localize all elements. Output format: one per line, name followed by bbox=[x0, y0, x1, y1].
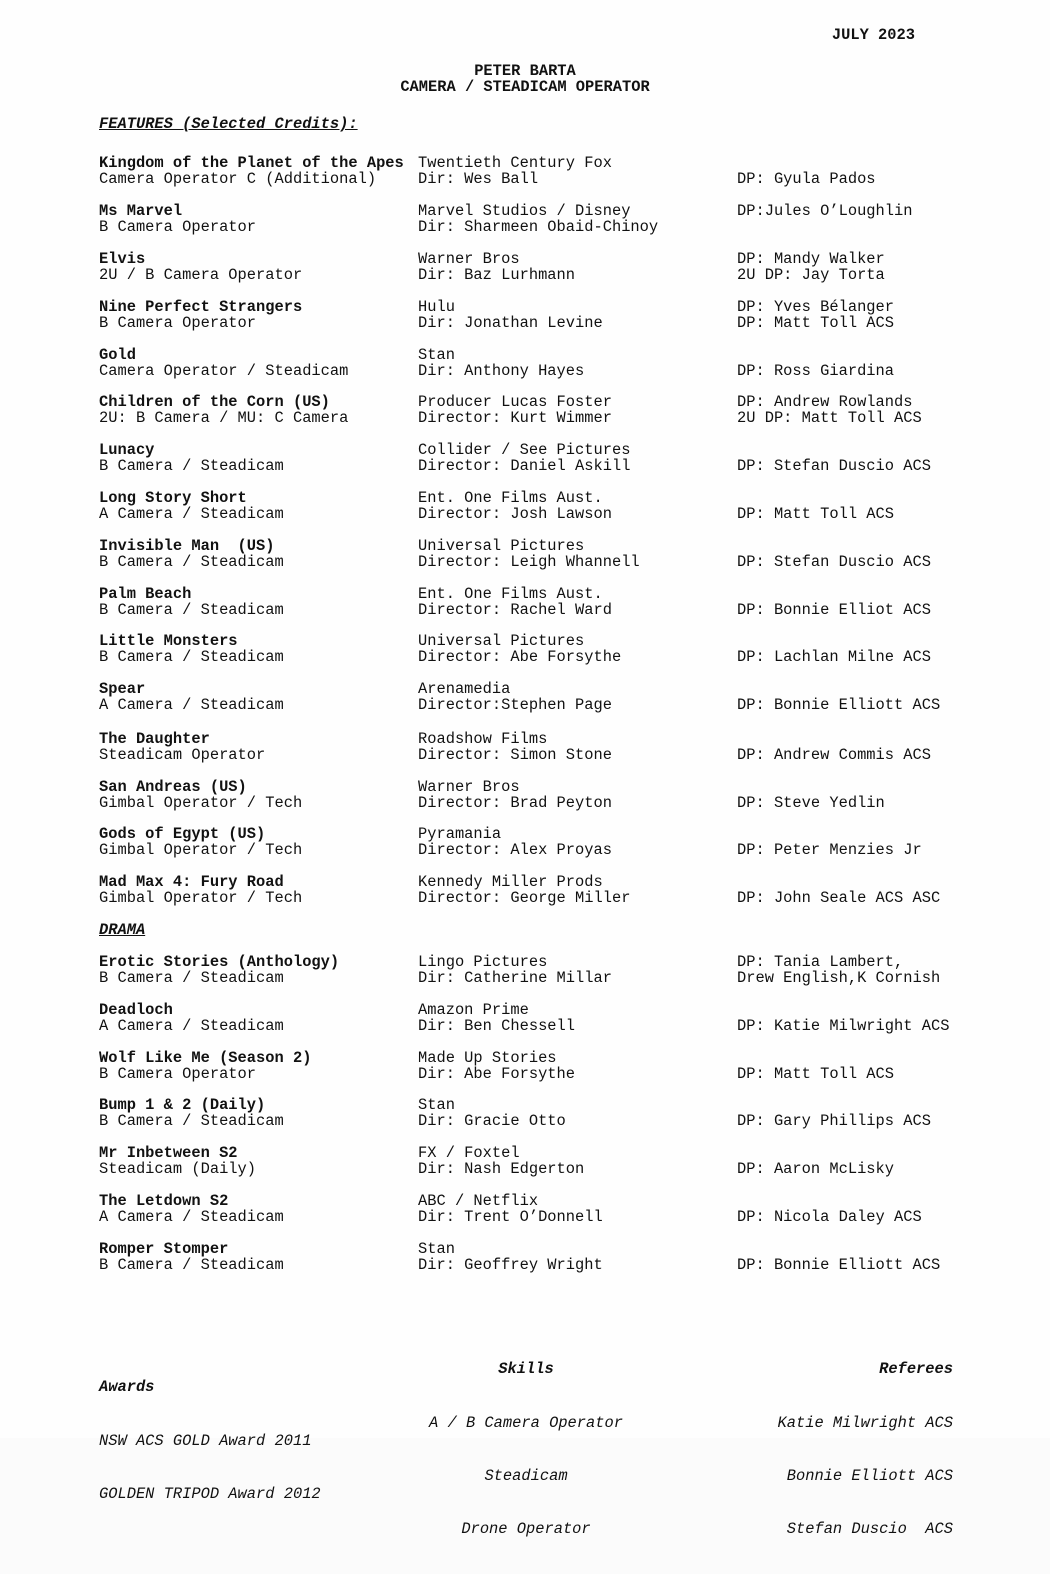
credit-position: B Camera / Steadicam bbox=[99, 601, 284, 619]
credit-title: Romper Stomper bbox=[99, 1240, 229, 1258]
credit-director: Director: George Miller bbox=[418, 889, 631, 907]
credit-entry bbox=[99, 203, 999, 235]
credit-column bbox=[99, 731, 265, 763]
credit-director: Dir: Trent O’Donnell bbox=[418, 1208, 603, 1226]
credit-company: Amazon Prime bbox=[418, 1001, 529, 1019]
credit-column bbox=[737, 779, 885, 811]
credit-column bbox=[737, 826, 922, 858]
credit-dp: DP: Steve Yedlin bbox=[737, 794, 885, 812]
credit-director: Dir: Ben Chessell bbox=[418, 1017, 576, 1035]
credit-column bbox=[737, 1002, 949, 1034]
credit-dp: DP: Lachlan Milne ACS bbox=[737, 648, 931, 666]
credit-column bbox=[99, 1145, 256, 1177]
credit-column bbox=[737, 1241, 940, 1273]
credit-column bbox=[418, 538, 640, 570]
credit-column bbox=[737, 251, 885, 283]
credit-dp: DP: Aaron McLisky bbox=[737, 1160, 895, 1178]
awards-heading: Awards bbox=[99, 1378, 155, 1397]
credit-director: Director: Rachel Ward bbox=[418, 601, 612, 619]
credit-entry bbox=[99, 155, 999, 187]
credit-dp: 2U DP: Jay Torta bbox=[737, 266, 885, 284]
credit-director: Dir: Baz Lurhmann bbox=[418, 266, 576, 284]
credit-title: Kingdom of the Planet of the Apes bbox=[99, 154, 404, 172]
credit-director: Dir: Abe Forsythe bbox=[418, 1065, 576, 1083]
credit-company: Pyramania bbox=[418, 825, 502, 843]
referee-item: Stefan Duscio ACS bbox=[786, 1519, 953, 1538]
skills-heading: Skills bbox=[498, 1360, 554, 1379]
credit-director: Director:Stephen Page bbox=[418, 696, 612, 714]
credit-column bbox=[99, 347, 348, 379]
credit-director: Dir: Gracie Otto bbox=[418, 1112, 566, 1130]
credit-company: Warner Bros bbox=[418, 250, 520, 268]
credit-column bbox=[737, 1145, 894, 1177]
credit-dp: DP: Matt Toll ACS bbox=[737, 505, 895, 523]
credit-director: Director: Simon Stone bbox=[418, 746, 612, 764]
credit-company: Hulu bbox=[418, 298, 455, 316]
credit-position: B Camera / Steadicam bbox=[99, 553, 284, 571]
credit-column bbox=[99, 779, 302, 811]
credit-director: Director: Daniel Askill bbox=[418, 457, 631, 475]
credit-entry bbox=[99, 1097, 999, 1129]
credit-column bbox=[737, 347, 894, 379]
credit-entry bbox=[99, 299, 999, 331]
credit-company: Made Up Stories bbox=[418, 1049, 557, 1067]
credit-title: Gods of Egypt (US) bbox=[99, 825, 266, 843]
person-name: PETER BARTA bbox=[474, 62, 576, 80]
credit-dp: DP: Matt Toll ACS bbox=[737, 1065, 895, 1083]
credit-column bbox=[418, 731, 612, 763]
credit-dp bbox=[737, 347, 894, 363]
resume-header bbox=[0, 63, 1050, 95]
credit-director: Dir: Catherine Millar bbox=[418, 969, 612, 987]
credit-position: A Camera / Steadicam bbox=[99, 696, 284, 714]
credit-column bbox=[418, 1145, 584, 1177]
credit-director: Dir: Sharmeen Obaid-Chinoy bbox=[418, 218, 659, 236]
credit-column bbox=[99, 490, 284, 522]
credit-entry bbox=[99, 1193, 999, 1225]
credit-position: Gimbal Operator / Tech bbox=[99, 794, 303, 812]
award-item: NSW ACS GOLD Award 2011 bbox=[99, 1431, 312, 1450]
credit-position: Gimbal Operator / Tech bbox=[99, 841, 303, 859]
credit-dp bbox=[737, 731, 931, 747]
credit-column bbox=[737, 442, 931, 474]
credit-position: Gimbal Operator / Tech bbox=[99, 889, 303, 907]
credit-director: Director: Leigh Whannell bbox=[418, 553, 640, 571]
credit-title: San Andreas (US) bbox=[99, 778, 247, 796]
credit-entry bbox=[99, 779, 999, 811]
credit-dp: DP: Yves Bélanger bbox=[737, 298, 895, 316]
credit-position: B Camera / Steadicam bbox=[99, 1112, 284, 1130]
credit-dp: DP: Stefan Duscio ACS bbox=[737, 457, 931, 475]
document-date: JULY 2023 bbox=[831, 26, 915, 44]
referee-item: Bonnie Elliott ACS bbox=[786, 1466, 953, 1485]
credit-column bbox=[737, 633, 931, 665]
credit-title: Mad Max 4: Fury Road bbox=[99, 873, 284, 891]
credit-column bbox=[99, 1002, 284, 1034]
credit-title: Palm Beach bbox=[99, 585, 192, 603]
credit-column bbox=[418, 826, 612, 858]
credit-column bbox=[737, 490, 894, 522]
credit-director: Director: Kurt Wimmer bbox=[418, 409, 612, 427]
credit-director: Director: Alex Proyas bbox=[418, 841, 612, 859]
credit-company: Collider / See Pictures bbox=[418, 441, 631, 459]
credit-title: Gold bbox=[99, 346, 136, 364]
credit-director: Dir: Wes Ball bbox=[418, 170, 539, 188]
credit-company: Stan bbox=[418, 1240, 455, 1258]
credit-dp bbox=[737, 538, 931, 554]
credit-company: Arenamedia bbox=[418, 680, 511, 698]
referees-heading: Referees bbox=[879, 1360, 953, 1379]
credit-column bbox=[418, 394, 612, 426]
credit-dp: DP: Peter Menzies Jr bbox=[737, 841, 922, 859]
credit-column bbox=[418, 251, 575, 283]
credit-title: Deadloch bbox=[99, 1001, 173, 1019]
credit-dp: DP: Bonnie Elliott ACS bbox=[737, 696, 941, 714]
credit-director: Director: Josh Lawson bbox=[418, 505, 612, 523]
credit-director: Dir: Geoffrey Wright bbox=[418, 1256, 603, 1274]
credit-title: Lunacy bbox=[99, 441, 155, 459]
credit-column bbox=[99, 954, 339, 986]
credit-column bbox=[418, 1241, 603, 1273]
credit-position: Steadicam (Daily) bbox=[99, 1160, 257, 1178]
credit-column bbox=[418, 779, 612, 811]
credit-dp: DP: Gary Phillips ACS bbox=[737, 1112, 931, 1130]
credit-position: B Camera / Steadicam bbox=[99, 969, 284, 987]
credit-title: Ms Marvel bbox=[99, 202, 183, 220]
credit-column bbox=[99, 826, 302, 858]
skill-item: A / B Camera Operator bbox=[429, 1413, 623, 1432]
credit-column bbox=[418, 681, 612, 713]
credit-column bbox=[418, 1193, 603, 1225]
features-heading: FEATURES (Selected Credits): bbox=[99, 115, 358, 133]
credit-dp bbox=[737, 1193, 922, 1209]
credit-entry bbox=[99, 1050, 999, 1082]
credit-dp bbox=[737, 681, 940, 697]
credit-position: A Camera / Steadicam bbox=[99, 1017, 284, 1035]
credit-dp bbox=[737, 1241, 940, 1257]
credit-column bbox=[418, 299, 603, 331]
credit-entry bbox=[99, 681, 999, 713]
credit-column bbox=[418, 203, 658, 235]
credit-company: Ent. One Films Aust. bbox=[418, 489, 603, 507]
credit-position: 2U: B Camera / MU: C Camera bbox=[99, 409, 349, 427]
credit-column bbox=[99, 1097, 284, 1129]
credit-company: Stan bbox=[418, 346, 455, 364]
credit-dp bbox=[737, 442, 931, 458]
credit-title: Nine Perfect Strangers bbox=[99, 298, 303, 316]
credit-company: Lingo Pictures bbox=[418, 953, 548, 971]
credit-position: A Camera / Steadicam bbox=[99, 1208, 284, 1226]
credit-column bbox=[99, 586, 284, 618]
drama-heading: DRAMA bbox=[99, 921, 146, 939]
credit-entry bbox=[99, 1241, 999, 1273]
credit-position: B Camera Operator bbox=[99, 314, 257, 332]
credit-column bbox=[99, 442, 284, 474]
credit-entry bbox=[99, 1002, 999, 1034]
credit-company: ABC / Netflix bbox=[418, 1192, 539, 1210]
credit-column bbox=[737, 203, 912, 235]
credit-dp bbox=[737, 826, 922, 842]
credit-column bbox=[418, 490, 612, 522]
referee-item: Katie Milwright ACS bbox=[777, 1413, 953, 1432]
credit-dp bbox=[737, 1097, 931, 1113]
credit-title: Mr Inbetween S2 bbox=[99, 1144, 238, 1162]
credit-director: Dir: Anthony Hayes bbox=[418, 362, 585, 380]
credit-dp: DP: Andrew Rowlands bbox=[737, 393, 913, 411]
credit-title: Erotic Stories (Anthology) bbox=[99, 953, 340, 971]
credit-company: Stan bbox=[418, 1096, 455, 1114]
credit-entry bbox=[99, 538, 999, 570]
credit-dp bbox=[737, 490, 894, 506]
credit-title: Spear bbox=[99, 680, 146, 698]
credit-company: Twentieth Century Fox bbox=[418, 154, 612, 172]
credit-column bbox=[99, 1193, 284, 1225]
credit-column bbox=[418, 1097, 566, 1129]
credit-director: Director: Brad Peyton bbox=[418, 794, 612, 812]
credit-dp: DP: Andrew Commis ACS bbox=[737, 746, 931, 764]
credit-dp: DP: Mandy Walker bbox=[737, 250, 885, 268]
credit-column bbox=[737, 731, 931, 763]
credit-position: B Camera Operator bbox=[99, 1065, 257, 1083]
credit-column bbox=[737, 954, 940, 986]
credit-column bbox=[737, 681, 940, 713]
credit-entry bbox=[99, 347, 999, 379]
credit-entry bbox=[99, 633, 999, 665]
person-role: CAMERA / STEADICAM OPERATOR bbox=[400, 78, 650, 96]
credit-dp: DP: Bonnie Elliot ACS bbox=[737, 601, 931, 619]
credit-column bbox=[99, 299, 302, 331]
credit-column bbox=[418, 633, 621, 665]
credit-column bbox=[418, 874, 630, 906]
credit-column bbox=[737, 1050, 894, 1082]
credit-dp: DP: Tania Lambert, bbox=[737, 953, 904, 971]
credit-position: Camera Operator / Steadicam bbox=[99, 362, 349, 380]
credit-company: Warner Bros bbox=[418, 778, 520, 796]
credit-column bbox=[99, 1241, 284, 1273]
credit-position: B Camera Operator bbox=[99, 218, 257, 236]
credit-column bbox=[418, 954, 612, 986]
credit-column bbox=[99, 538, 284, 570]
credit-column bbox=[418, 586, 612, 618]
referees-section bbox=[778, 1326, 953, 1574]
credit-position: B Camera / Steadicam bbox=[99, 457, 284, 475]
credit-column bbox=[418, 155, 612, 187]
credit-entry bbox=[99, 826, 999, 858]
credit-column bbox=[737, 299, 894, 331]
credit-title: The Letdown S2 bbox=[99, 1192, 229, 1210]
credit-entry bbox=[99, 251, 999, 283]
credit-entry bbox=[99, 1145, 999, 1177]
credit-column bbox=[99, 633, 284, 665]
credit-column bbox=[418, 442, 630, 474]
credit-position: Steadicam Operator bbox=[99, 746, 266, 764]
credit-title: Invisible Man (US) bbox=[99, 537, 275, 555]
credit-column bbox=[99, 394, 348, 426]
credit-title: The Daughter bbox=[99, 730, 210, 748]
credit-entry bbox=[99, 394, 999, 426]
credit-title: Long Story Short bbox=[99, 489, 247, 507]
credit-director: Dir: Nash Edgerton bbox=[418, 1160, 585, 1178]
credit-entry bbox=[99, 490, 999, 522]
credit-dp: DP: Stefan Duscio ACS bbox=[737, 553, 931, 571]
credit-column bbox=[737, 874, 940, 906]
credit-entry bbox=[99, 874, 999, 906]
credit-entry bbox=[99, 954, 999, 986]
credit-column bbox=[737, 538, 931, 570]
credit-dp: DP:Jules O’Loughlin bbox=[737, 202, 913, 220]
credit-company: Universal Pictures bbox=[418, 537, 585, 555]
skill-item: Steadicam bbox=[484, 1466, 568, 1485]
credit-company: Kennedy Miller Prods bbox=[418, 873, 603, 891]
credit-dp: Drew English,K Cornish bbox=[737, 969, 941, 987]
credit-dp bbox=[737, 779, 885, 795]
credit-dp bbox=[737, 586, 931, 602]
credit-dp bbox=[737, 1050, 894, 1066]
credit-column bbox=[737, 1097, 931, 1129]
credit-dp: DP: Gyula Pados bbox=[737, 170, 876, 188]
credit-column bbox=[99, 874, 302, 906]
credit-column bbox=[418, 1002, 575, 1034]
credit-dp: DP: Bonnie Elliott ACS bbox=[737, 1256, 941, 1274]
credit-title: Bump 1 & 2 (Daily) bbox=[99, 1096, 266, 1114]
credit-dp: DP: Nicola Daley ACS bbox=[737, 1208, 922, 1226]
credit-company: Universal Pictures bbox=[418, 632, 585, 650]
credit-title: Wolf Like Me (Season 2) bbox=[99, 1049, 312, 1067]
credit-column bbox=[737, 586, 931, 618]
credit-column bbox=[99, 251, 302, 283]
credit-position: A Camera / Steadicam bbox=[99, 505, 284, 523]
credit-column bbox=[737, 1193, 922, 1225]
credit-title: Children of the Corn (US) bbox=[99, 393, 330, 411]
credit-column bbox=[737, 394, 922, 426]
credit-dp bbox=[737, 1002, 949, 1018]
credit-position: 2U / B Camera Operator bbox=[99, 266, 303, 284]
credit-column bbox=[418, 347, 584, 379]
credit-column bbox=[99, 203, 256, 235]
credit-position: B Camera / Steadicam bbox=[99, 1256, 284, 1274]
credit-director: Director: Abe Forsythe bbox=[418, 648, 622, 666]
credit-dp: DP: John Seale ACS ASC bbox=[737, 889, 941, 907]
credit-dp: DP: Matt Toll ACS bbox=[737, 314, 895, 332]
credit-column bbox=[737, 155, 876, 187]
credit-column bbox=[418, 1050, 575, 1082]
award-item: GOLDEN TRIPOD Award 2012 bbox=[99, 1484, 321, 1503]
credit-dp: DP: Katie Milwright ACS bbox=[737, 1017, 950, 1035]
credit-title: Little Monsters bbox=[99, 632, 238, 650]
credit-company: Producer Lucas Foster bbox=[418, 393, 612, 411]
credit-column bbox=[99, 681, 284, 713]
skill-item: Drone Operator bbox=[461, 1519, 591, 1538]
credit-dp bbox=[737, 219, 912, 235]
credit-dp bbox=[737, 633, 931, 649]
credit-company: Marvel Studios / Disney bbox=[418, 202, 631, 220]
credit-dp: DP: Ross Giardina bbox=[737, 362, 895, 380]
credit-position: B Camera / Steadicam bbox=[99, 648, 284, 666]
credit-entry bbox=[99, 586, 999, 618]
credit-dp bbox=[737, 874, 940, 890]
credit-director: Dir: Jonathan Levine bbox=[418, 314, 603, 332]
credit-company: Ent. One Films Aust. bbox=[418, 585, 603, 603]
credit-entry bbox=[99, 442, 999, 474]
credit-dp bbox=[737, 1145, 894, 1161]
credit-entry bbox=[99, 731, 999, 763]
credit-company: Roadshow Films bbox=[418, 730, 548, 748]
credit-company: FX / Foxtel bbox=[418, 1144, 520, 1162]
credit-dp bbox=[737, 155, 876, 171]
credit-title: Elvis bbox=[99, 250, 146, 268]
credit-position: Camera Operator C (Additional) bbox=[99, 170, 377, 188]
credit-column bbox=[99, 155, 404, 187]
credit-dp: 2U DP: Matt Toll ACS bbox=[737, 409, 922, 427]
credit-column bbox=[99, 1050, 311, 1082]
